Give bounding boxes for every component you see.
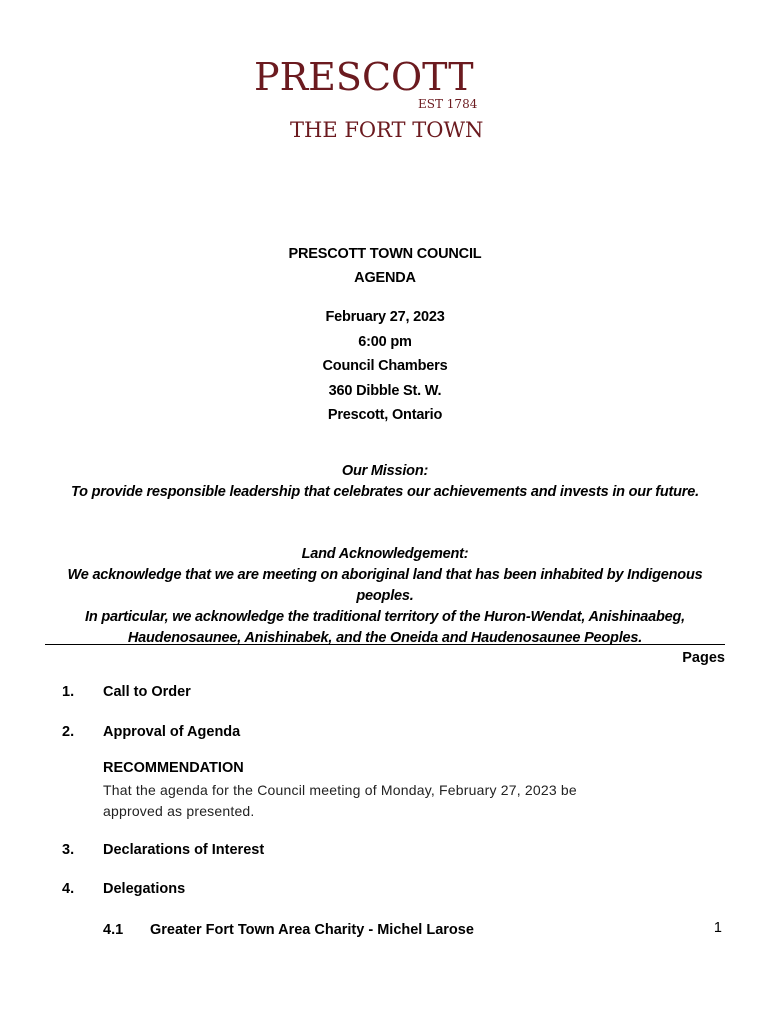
item-delegations: Delegations <box>103 881 186 897</box>
subitem-page-number: 1 <box>713 920 722 936</box>
prescott-logo-graphic <box>250 50 525 145</box>
mission-text: To provide responsible leadership that celebrates our achievements and invests in our future. <box>71 484 699 500</box>
land-text-2: In particular, we acknowledge the traditional territory of the Huron-Wendat, Anishinaabeg, Haudenosaunee, Anishinabek, and the Oneida and Haudenosaunee Peoples. <box>85 609 685 646</box>
logo-tagline: THE FORT TOWN <box>290 118 484 142</box>
recommendation-title: RECOMMENDATION <box>103 760 244 776</box>
item-number: 3. <box>62 842 75 858</box>
pages-column-label: Pages <box>682 650 725 666</box>
meeting-city: Prescott, Ontario <box>327 407 443 423</box>
meeting-address: 360 Dibble St. W. <box>328 382 442 399</box>
agenda-title: AGENDA <box>354 270 416 286</box>
item-approval-of-agenda: Approval of Agenda <box>103 724 241 740</box>
meeting-date: February 27, 2023 <box>325 309 445 325</box>
land-text-1: We acknowledge that we are meeting on aboriginal land that has been inhabited by Indigenous peoples. <box>67 567 703 604</box>
divider <box>45 644 725 645</box>
meeting-time: 6:00 pm <box>358 333 412 350</box>
mission-statement <box>0 461 770 503</box>
mission-title: Our Mission: <box>341 463 429 479</box>
item-call-to-order: Call to Order <box>103 684 191 700</box>
prescott-logo <box>250 50 525 145</box>
item-number: 2. <box>62 724 75 740</box>
recommendation-text: That the agenda for the Council meeting of Monday, February 27, 2023 be approved as presented. <box>103 782 577 819</box>
land-acknowledgement <box>0 544 770 649</box>
meeting-venue: Council Chambers <box>322 358 448 374</box>
item-number: 4. <box>62 881 75 897</box>
meeting-details <box>0 305 770 428</box>
logo-established: EST 1784 <box>418 97 478 111</box>
council-title: PRESCOTT TOWN COUNCIL <box>288 246 482 262</box>
subitem-number: 4.1 <box>103 922 124 938</box>
subitem-delegation-title: Greater Fort Town Area Charity - Michel Larose <box>150 922 474 938</box>
agenda-header <box>0 242 770 290</box>
land-title: Land Acknowledgement: <box>301 546 469 562</box>
item-declarations-of-interest: Declarations of Interest <box>103 842 265 858</box>
logo-name: PRESCOTT <box>254 55 474 99</box>
item-number: 1. <box>62 684 75 700</box>
